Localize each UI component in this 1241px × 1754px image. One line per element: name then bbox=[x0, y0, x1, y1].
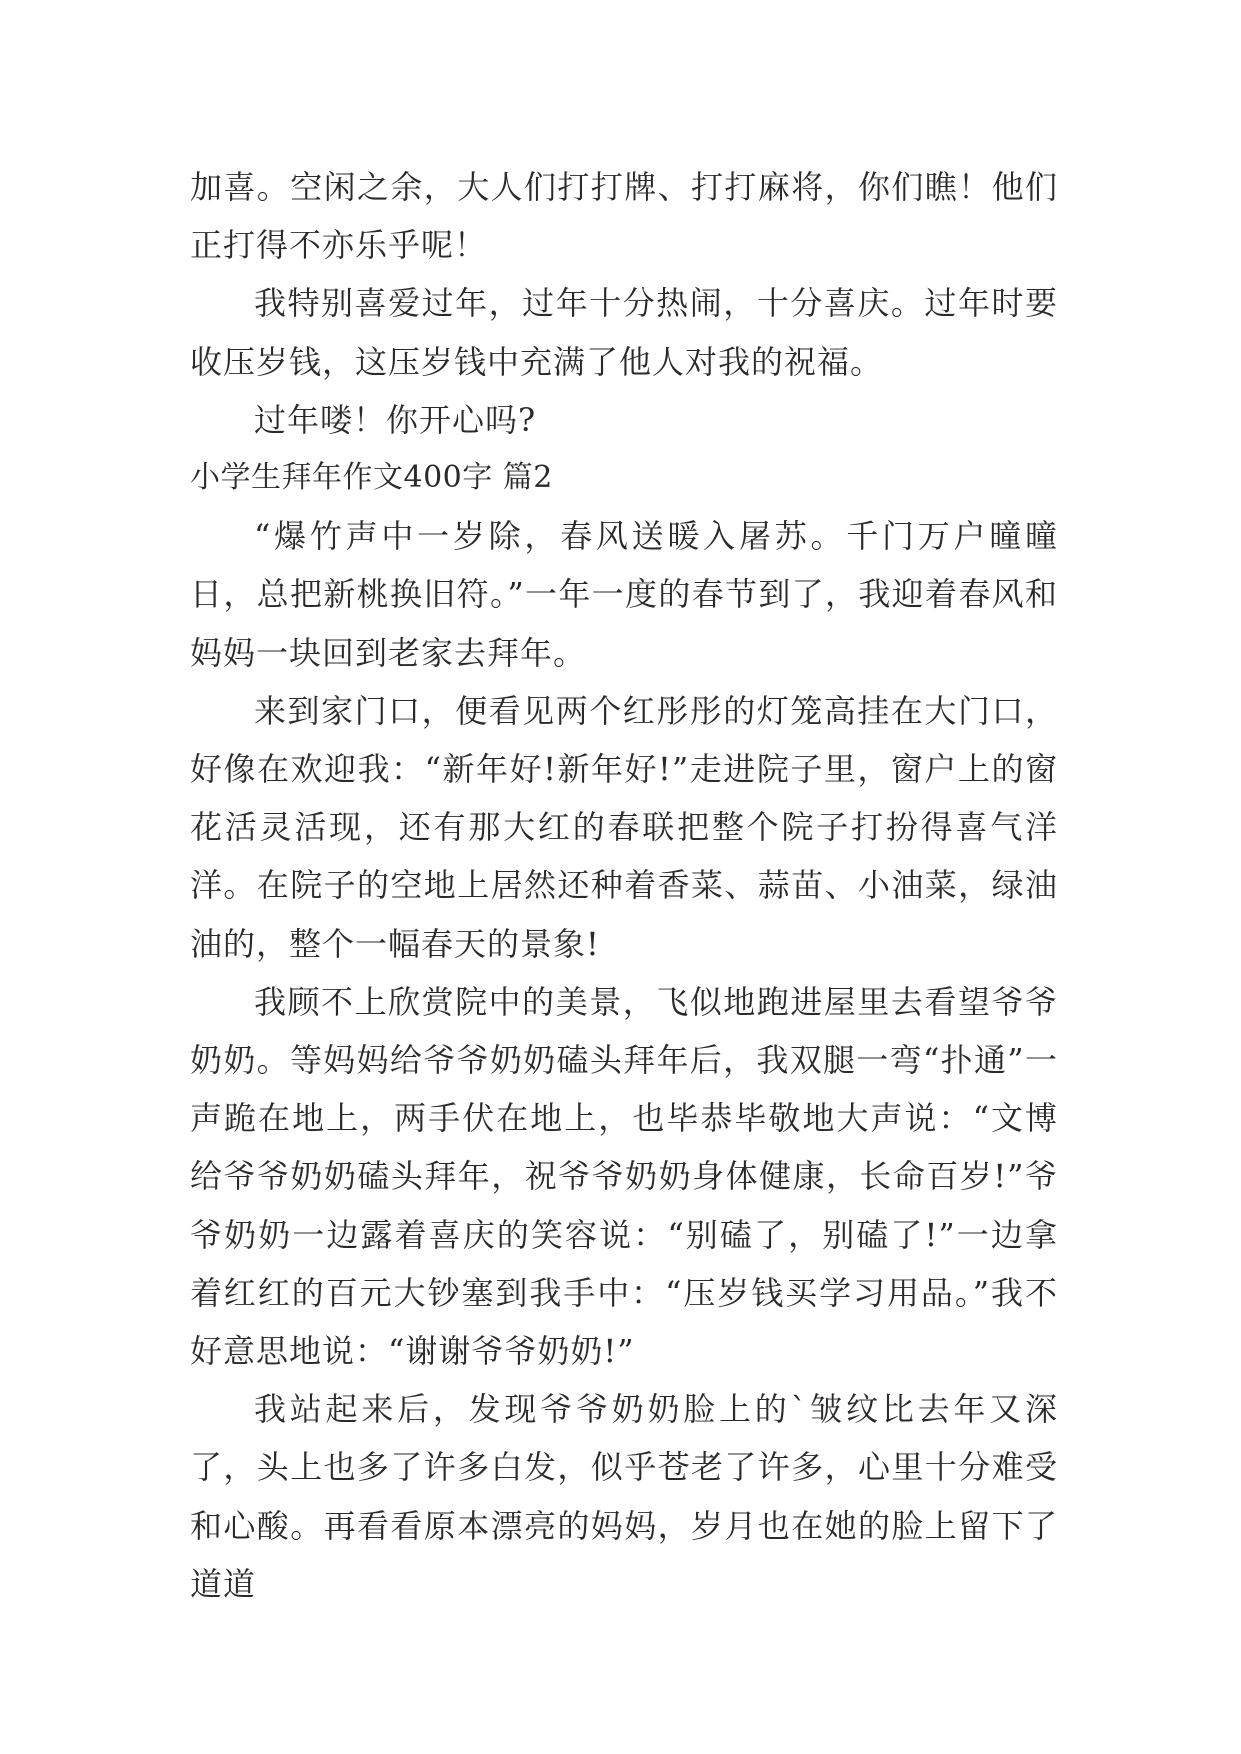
paragraph-wrinkles: 我站起来后，发现爷爷奶奶脸上的`皱纹比去年又深了，头上也多了许多白发，似乎苍老了许多，心里十分难受和心酸。再看看原本漂亮的妈妈，岁月也在她的脸上留下了道道 bbox=[190, 1390, 1058, 1603]
paragraph-continuation: 加喜。空闲之余，大人们打打牌、打打麻将，你们瞧！他们正打得不亦乐乎呢！ bbox=[190, 168, 1058, 265]
paragraph-poem-opening: “爆竹声中一岁除，春风送暖入屠苏。千门万户曈曈日，总把新桃换旧符。”一年一度的春节到了，我迎着春风和妈妈一块回到老家去拜年。 bbox=[190, 517, 1058, 672]
paragraph-courtyard: 来到家门口，便看见两个红彤彤的灯笼高挂在大门口，好像在欢迎我：“新年好!新年好!”走进院子里，窗户上的窗花活灵活现，还有那大红的春联把整个院子打扮得喜气洋洋。在院子的空地上居然还种着香菜、蒜苗、小油菜，绿油油的，整个一幅春天的景象! bbox=[190, 691, 1058, 963]
essay-heading: 小学生拜年作文400字 篇2 bbox=[190, 460, 553, 496]
paragraph-are-you-happy: 过年喽！你开心吗? bbox=[254, 400, 537, 439]
paragraph-love-new-year: 我特别喜爱过年，过年十分热闹，十分喜庆。过年时要收压岁钱，这压岁钱中充满了他人对我的祝福。 bbox=[190, 284, 1058, 381]
document-body bbox=[190, 158, 1058, 1613]
paragraph-kowtow: 我顾不上欣赏院中的美景，飞似地跑进屋里去看望爷爷奶奶。等妈妈给爷爷奶奶磕头拜年后，我双腿一弯“扑通”一声跪在地上，两手伏在地上，也毕恭毕敬地大声说：“文博给爷爷奶奶磕头拜年，祝爷爷奶奶身体健康，长命百岁!”爷爷奶奶一边露着喜庆的笑容说：“别磕了，别磕了!”一边拿着红红的百元大钞塞到我手中：“压岁钱买学习用品。”我不好意思地说：“谢谢爷爷奶奶!” bbox=[190, 982, 1058, 1371]
